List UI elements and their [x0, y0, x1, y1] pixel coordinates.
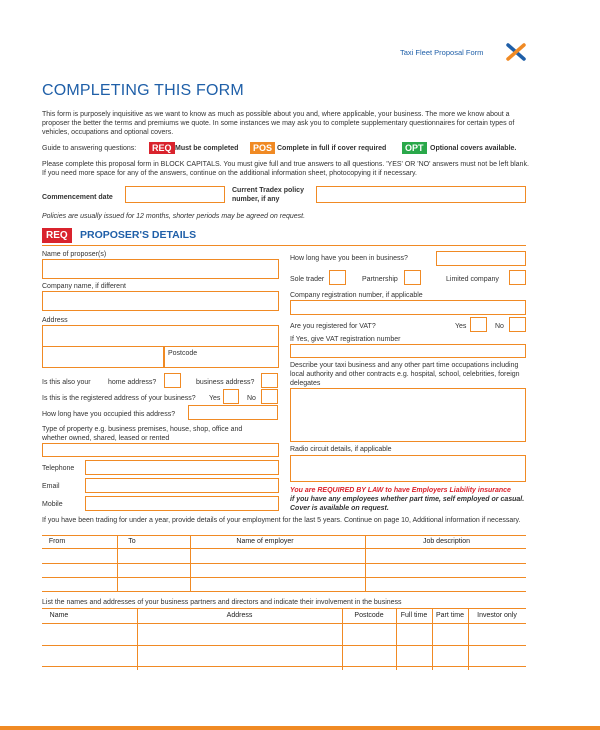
tradex-policy-field[interactable] [316, 186, 526, 203]
table-row[interactable] [42, 563, 526, 564]
describe-question: Describe your taxi business and any other part time occupations including local authority and other contracts e.g. hospital, school, celebrities, foreign delegates [290, 362, 520, 387]
vat-no-checkbox[interactable] [509, 317, 526, 332]
partners-table [42, 608, 526, 720]
email-label: Email [42, 483, 60, 490]
mobile-label: Mobile [42, 501, 63, 508]
telephone-label: Telephone [42, 465, 75, 472]
radio-question: Radio circuit details, if applicable [290, 446, 392, 453]
postcode-label: Postcode [168, 350, 198, 357]
column-divider [190, 535, 191, 591]
table-row[interactable] [42, 591, 526, 592]
home-address-checkbox[interactable] [164, 373, 181, 388]
business-address-label: business address? [196, 379, 255, 386]
instructions-paragraph: Please complete this proposal form in BLOCK CAPITALS. You must give full and true answers to all questions. 'YES' OR 'NO' answers must not be left blank. If you need more space for any of the answers, continue on the additional information sheet, photocopying it if necessary. [42, 161, 529, 177]
employment-header-job: Job description [422, 538, 471, 545]
req-badge: REQ [149, 142, 175, 154]
partnership-checkbox[interactable] [404, 270, 421, 285]
business-address-checkbox[interactable] [261, 373, 278, 388]
proposer-heading: PROPOSER'S DETAILS [80, 229, 197, 241]
column-divider [137, 608, 138, 670]
company-reg-label: Company registration number, if applicable [290, 292, 423, 299]
table-row[interactable] [42, 645, 526, 646]
employers-liability-line2: if you have any employees whether part time, self employed or casual. Cover is available on request. [290, 496, 525, 512]
vat-question: Are you registered for VAT? [290, 323, 376, 330]
limited-company-checkbox[interactable] [509, 270, 526, 285]
commencement-date-field[interactable] [125, 186, 225, 203]
company-reg-field[interactable] [290, 300, 526, 315]
document-title: Taxi Fleet Proposal Form [400, 48, 484, 57]
partners-header-name: Name [49, 612, 69, 619]
partners-header-address: Address [226, 612, 253, 619]
column-divider [432, 608, 433, 670]
company-field[interactable] [42, 291, 279, 311]
proposer-req-badge: REQ [42, 228, 72, 243]
vat-number-field[interactable] [290, 344, 526, 358]
occupied-question: How long have you occupied this address? [42, 411, 176, 418]
partners-header-postcode: Postcode [354, 612, 384, 619]
sole-trader-label: Sole trader [290, 276, 325, 283]
limited-company-label: Limited company [446, 276, 499, 283]
registered-question: Is this is the registered address of your business? [42, 395, 196, 402]
address-label: Address [42, 317, 68, 324]
vat-no-label: No [495, 323, 504, 330]
partners-header-investor: Investor only [477, 612, 517, 619]
column-divider [117, 535, 118, 591]
describe-field[interactable] [290, 388, 526, 442]
intro-paragraph: This form is purposely inquisitive as we want to know as much as possible about you and, where applicable, your business. The more we know about a proposer the better the terms and premiums we quote. In some instances we may ask you to complete supplementary questionnaires for certain types of vehicles, occupations and optional covers. [42, 111, 515, 136]
table-row[interactable] [42, 666, 526, 667]
registered-no-label: No [247, 395, 256, 402]
business-duration-question: How long have you been in business? [290, 255, 408, 262]
name-label: Name of proposer(s) [42, 251, 107, 258]
registered-yes-label: Yes [209, 395, 221, 402]
opt-legend: Optional covers available. [430, 145, 517, 152]
trading-note: If you have been trading for under a year, provide details of your employment for the last 5 years. Continue on page 10, Additional information if necessary. [42, 517, 521, 524]
company-label: Company name, if different [42, 283, 126, 290]
opt-badge: OPT [402, 142, 427, 154]
partnership-label: Partnership [362, 276, 398, 283]
vat-yes-label: Yes [455, 323, 467, 330]
section-divider [42, 245, 526, 246]
guide-label: Guide to answering questions: [42, 145, 137, 152]
employment-header-employer: Name of employer [236, 538, 294, 545]
tradex-label: Current Tradex policy number, if any [232, 187, 304, 203]
column-divider [396, 608, 397, 670]
employers-liability-line1: You are REQUIRED BY LAW to have Employers Liability insurance [290, 487, 511, 494]
partners-header-fulltime: Full time [400, 612, 428, 619]
vat-yes-checkbox[interactable] [470, 317, 487, 332]
registered-no-checkbox[interactable] [261, 389, 278, 404]
req-legend: Must be completed [175, 145, 239, 152]
address-field[interactable] [42, 325, 279, 347]
logo-x-icon [505, 42, 527, 62]
address-field-line2[interactable] [42, 346, 164, 368]
property-field[interactable] [42, 443, 279, 457]
column-divider [342, 608, 343, 670]
business-duration-field[interactable] [436, 251, 526, 266]
column-divider [365, 535, 366, 591]
partners-header-parttime: Part time [435, 612, 464, 619]
telephone-field[interactable] [85, 460, 279, 475]
policies-note: Policies are usually issued for 12 months, shorter periods may be agreed on request. [42, 213, 306, 220]
property-question: Type of property e.g. business premises, house, shop, office and whether owned, shared, leased or rented [42, 426, 243, 442]
employment-header-from: From [48, 538, 66, 545]
mobile-field[interactable] [85, 496, 279, 511]
column-divider [468, 608, 469, 670]
home-address-label: home address? [108, 379, 157, 386]
pos-legend: Complete in full if cover required [277, 145, 387, 152]
email-field[interactable] [85, 478, 279, 493]
name-field[interactable] [42, 259, 279, 279]
pos-badge: POS [250, 142, 275, 154]
sole-trader-checkbox[interactable] [329, 270, 346, 285]
employment-table [42, 535, 526, 591]
employment-header-to: To [128, 538, 136, 545]
home-question: Is this also your [42, 379, 91, 386]
registered-yes-checkbox[interactable] [223, 389, 239, 404]
partners-note: List the names and addresses of your business partners and directors and indicate their involvement in the business [42, 599, 402, 606]
radio-field[interactable] [290, 455, 526, 482]
page-heading: COMPLETING THIS FORM [42, 82, 244, 99]
table-row[interactable] [42, 577, 526, 578]
vat-number-label: If Yes, give VAT registration number [290, 336, 401, 343]
occupied-field[interactable] [188, 405, 278, 420]
footer-bar [0, 726, 600, 730]
commencement-label: Commencement date [42, 194, 113, 201]
